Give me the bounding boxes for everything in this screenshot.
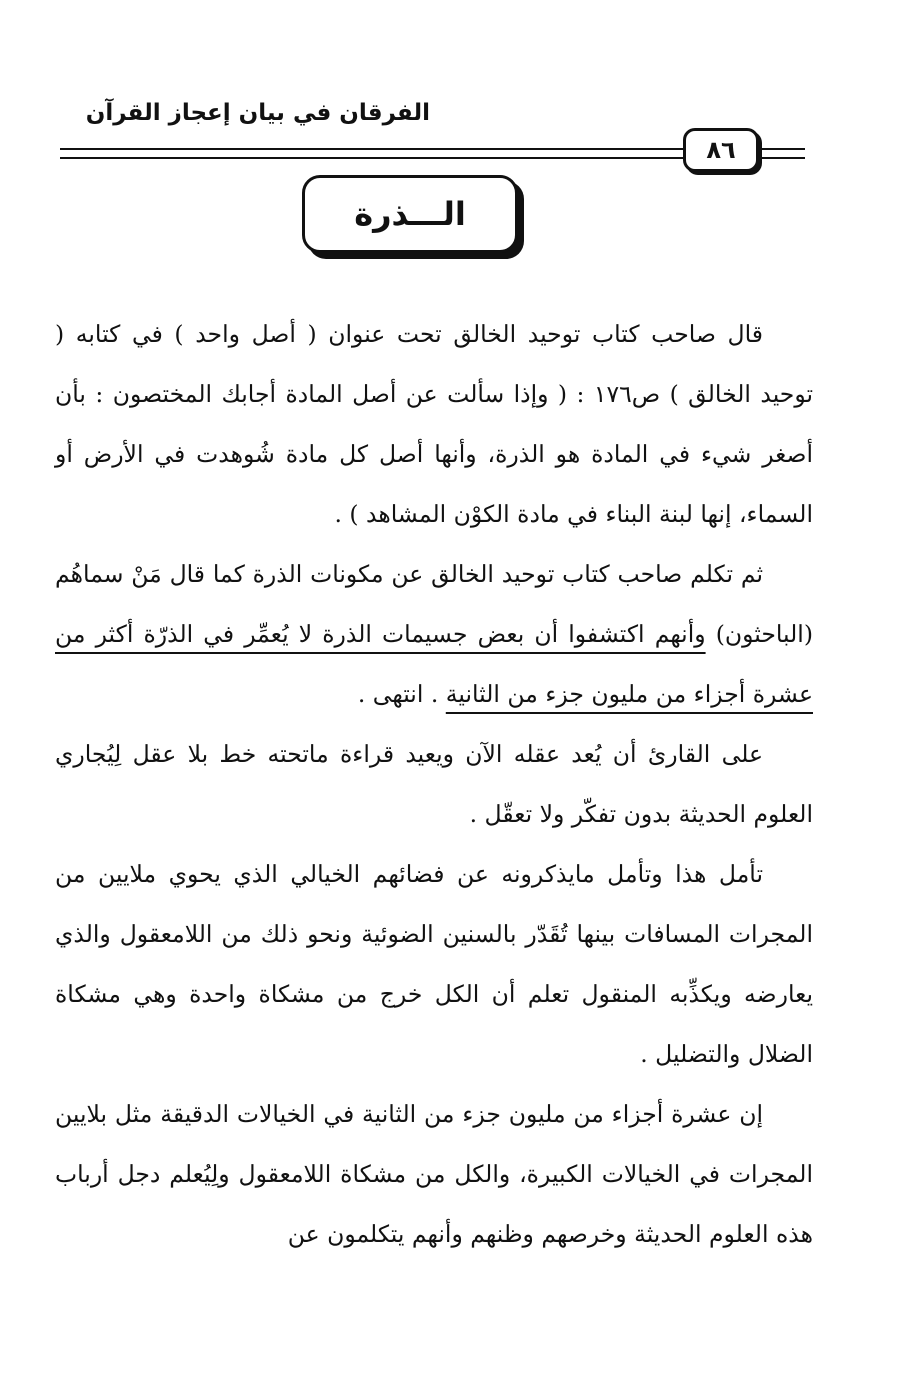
paragraph-1-text: قال صاحب كتاب توحيد الخالق تحت عنوان ( أصل واحد ) في كتابه ( توحيد الخالق ) ص١٧٦ : ( وإذا سألت عن أصل المادة أجابك المختصون : بأن أصغر شيء في المادة هو الذرة، وأنها أصل كل مادة شُوهدت في الأرض أو السماء، إنها لبنة البناء في مادة الكوْن المشاهد ) . <box>55 320 813 528</box>
paragraph-5 <box>55 1084 813 1264</box>
body-text <box>55 304 813 1264</box>
page-number: ٨٦ <box>706 136 736 164</box>
page-number-box <box>683 128 759 172</box>
paragraph-5-text: إن عشرة أجزاء من مليون جزء من الثانية في الخيالات الدقيقة مثل بلايين المجرات في الخيالات الكبيرة، والكل من مشكاة اللامعقول ولِيُعلم دجل أرباب هذه العلوم الحديثة وخرصهم وظنهم وأنهم يتكلمون عن <box>55 1100 813 1248</box>
paragraph-1 <box>55 304 813 544</box>
paragraph-2-underlined-text: وأنهم اكتشفوا أن بعض جسيمات الذرة لا يُعمِّر في الذرّة أكثر من عشرة أجزاء من مليون جزء من الثانية <box>55 620 813 708</box>
paragraph-3 <box>55 724 813 844</box>
paragraph-2-ending: . انتهى . <box>357 680 446 708</box>
paragraph-4 <box>55 844 813 1084</box>
paragraph-4-text: تأمل هذا وتأمل مايذكرونه عن فضائهم الخيالي الذي يحوي ملايين من المجرات المسافات بينها تُقَدّر بالسنين الضوئية ونحو ذلك من اللامعقول والذي يعارضه ويكذِّبه المنقول تعلم أن الكل خرج من مشكاة واحدة وهي مشكاة الضلال والتضليل . <box>55 860 813 1068</box>
section-heading-box <box>302 175 518 253</box>
paragraph-2 <box>55 544 813 724</box>
running-title: الفرقان في بيان إعجاز القرآن <box>85 100 430 126</box>
section-heading: الـــذرة <box>354 195 466 233</box>
paragraph-3-text: على القارئ أن يُعد عقله الآن ويعيد قراءة ماتحته خط بلا عقل لِيُجاري العلوم الحديثة بدون تفكّر ولا تعقّل . <box>55 740 813 828</box>
paragraph-2-text: ثم تكلم صاحب كتاب توحيد الخالق عن مكونات الذرة كما قال مَنْ سماهُم (الباحثون) <box>55 560 813 648</box>
